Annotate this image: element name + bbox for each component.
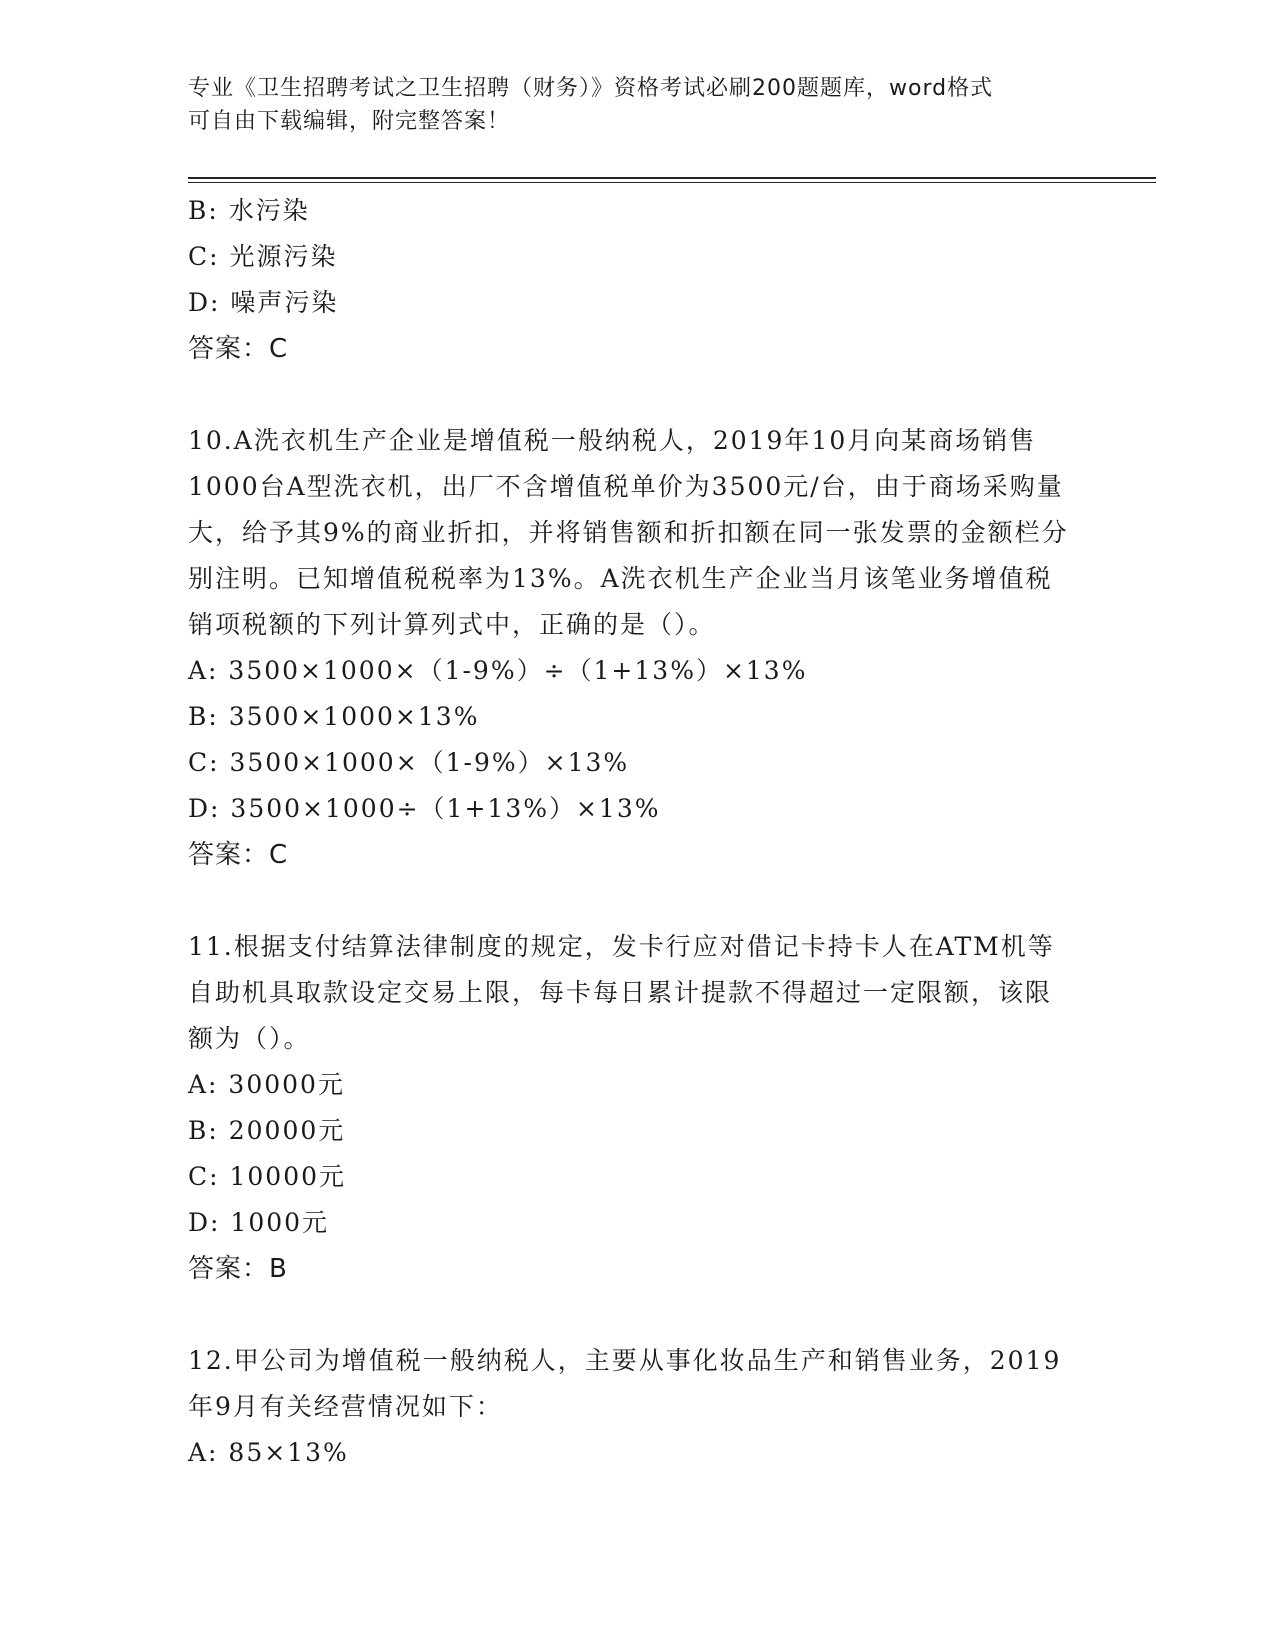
question-stem: 10.A洗衣机生产企业是增值税一般纳税人，2019年10月向某商场销售1000台A型洗衣机，出厂不含增值税单价为3500元/台，由于商场采购量大，给予其9%的商业折扣，并将销售额和折扣额在同一张发票的金额栏分别注明。已知增值税税率为13%。A洗衣机生产企业当月该笔业务增值税销项税额的下列计算列式中，正确的是（）。 [188, 426, 1069, 639]
question-11 [188, 924, 1078, 1292]
option-b: B: 20000元 [188, 1116, 346, 1145]
question-10 [188, 418, 1078, 878]
header-title-line-2: 可自由下载编辑，附完整答案！ [188, 109, 511, 134]
answer: 答案：B [188, 1254, 288, 1284]
option-b: B: 3500×1000×13% [188, 702, 480, 731]
option-c: C: 光源污染 [188, 242, 338, 271]
option-c: C: 10000元 [188, 1162, 347, 1191]
option-a: A: 3500×1000×（1-9%）÷（1+13%）×13% [188, 656, 808, 685]
option-b: B: 水污染 [188, 196, 310, 225]
question-stem: 12.甲公司为增值税一般纳税人，主要从事化妆品生产和销售业务，2019年9月有关经营情况如下： [188, 1346, 1062, 1421]
option-c: C: 3500×1000×（1-9%）×13% [188, 748, 630, 777]
header-divider-thick [188, 177, 1156, 179]
question-stem: 11.根据支付结算法律制度的规定，发卡行应对借记卡持卡人在ATM机等自助机具取款设定交易上限，每卡每日累计提款不得超过一定限额，该限额为（）。 [188, 932, 1055, 1053]
answer: 答案：C [188, 840, 289, 870]
spacer [188, 1292, 1078, 1338]
spacer [188, 372, 1078, 418]
option-d: D: 3500×1000÷（1+13%）×13% [188, 794, 661, 823]
option-a: A: 30000元 [188, 1070, 345, 1099]
question-12 [188, 1338, 1078, 1476]
answer: 答案：C [188, 334, 289, 364]
document-header [188, 72, 1068, 138]
spacer [188, 878, 1078, 924]
option-a: A: 85×13% [188, 1438, 349, 1467]
header-title-line-1: 专业《卫生招聘考试之卫生招聘（财务）》资格考试必刷200题题库，word格式 [188, 76, 994, 101]
question-9 [188, 188, 1078, 372]
header-divider-thin [188, 182, 1156, 183]
option-d: D: 1000元 [188, 1208, 330, 1237]
option-d: D: 噪声污染 [188, 288, 339, 317]
question-list [188, 188, 1078, 1476]
